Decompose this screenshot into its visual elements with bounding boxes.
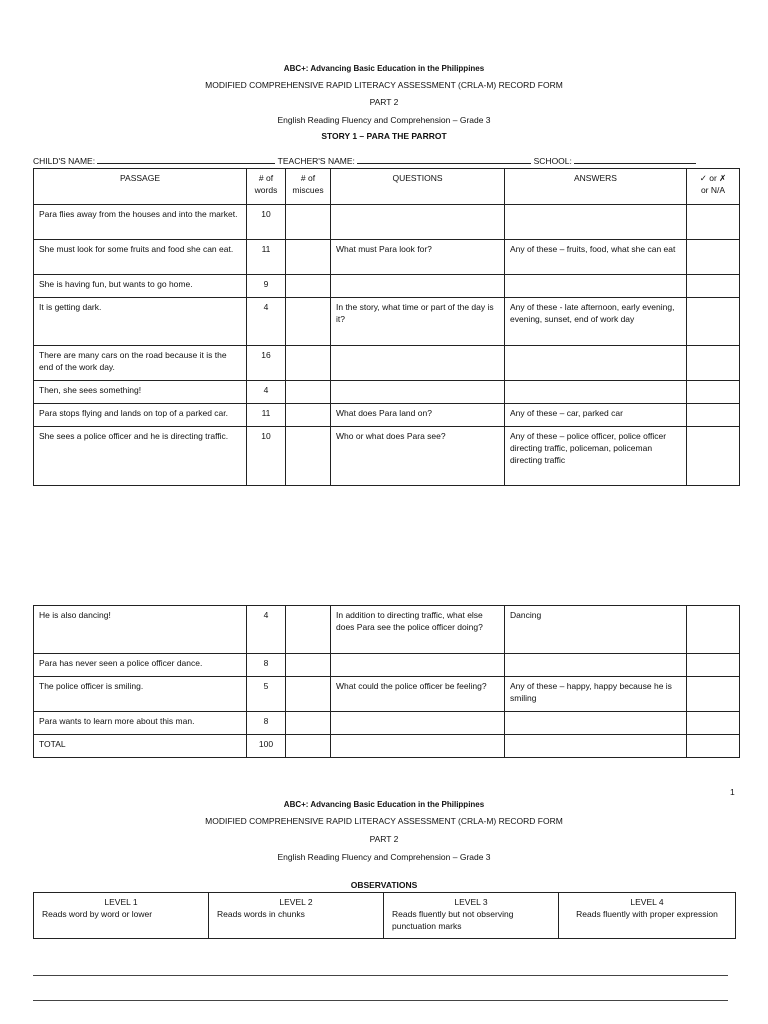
- story-title: STORY 1 – PARA THE PARROT: [321, 131, 447, 141]
- miscues-cell[interactable]: [286, 606, 331, 654]
- mark-cell[interactable]: [687, 205, 740, 240]
- word-count-cell: 10: [247, 427, 286, 486]
- word-count-cell: 4: [247, 298, 286, 346]
- mark-cell[interactable]: [687, 654, 740, 677]
- question-cell: What does Para land on?: [331, 404, 505, 427]
- word-count-cell: 10: [247, 205, 286, 240]
- table-row: [34, 240, 740, 275]
- word-count-cell: 100: [247, 735, 286, 758]
- mark-cell[interactable]: [687, 240, 740, 275]
- passage-cell: She is having fun, but wants to go home.: [34, 275, 247, 298]
- passage-cell: Para flies away from the houses and into the market.: [34, 205, 247, 240]
- subject-label-2: English Reading Fluency and Comprehension – Grade 3: [277, 852, 491, 862]
- form-title: MODIFIED COMPREHENSIVE RAPID LITERACY ASSESSMENT (CRLA-M) RECORD FORM: [205, 80, 563, 90]
- level-description: Reads words in chunks: [217, 909, 305, 919]
- teacher-name-field[interactable]: [357, 155, 531, 164]
- org-title-2: ABC+: Advancing Basic Education in the Philippines: [283, 800, 485, 809]
- miscues-cell[interactable]: [286, 298, 331, 346]
- school-label: SCHOOL:: [533, 156, 572, 166]
- table-row: [34, 712, 740, 735]
- passage-cell: Para has never seen a police officer dance.: [34, 654, 247, 677]
- subject-label: English Reading Fluency and Comprehension – Grade 3: [277, 115, 491, 125]
- miscues-cell[interactable]: [286, 427, 331, 486]
- mark-cell[interactable]: [687, 404, 740, 427]
- col-questions: QUESTIONS: [331, 169, 505, 205]
- table-row: [34, 677, 740, 712]
- miscues-cell[interactable]: [286, 275, 331, 298]
- level-title: LEVEL 3: [454, 897, 488, 907]
- form-title-2: MODIFIED COMPREHENSIVE RAPID LITERACY ASSESSMENT (CRLA-M) RECORD FORM: [205, 816, 563, 826]
- word-count-cell: 5: [247, 677, 286, 712]
- miscues-cell[interactable]: [286, 404, 331, 427]
- passage-cell: The police officer is smiling.: [34, 677, 247, 712]
- mark-cell[interactable]: [687, 381, 740, 404]
- col-answers: ANSWERS: [505, 169, 687, 205]
- question-cell: What must Para look for?: [331, 240, 505, 275]
- miscues-cell[interactable]: [286, 712, 331, 735]
- level-cell[interactable]: [559, 893, 736, 939]
- word-count-cell: 11: [247, 240, 286, 275]
- question-cell: In the story, what time or part of the day is it?: [331, 298, 505, 346]
- mark-cell[interactable]: [687, 275, 740, 298]
- levels-row: [34, 893, 736, 939]
- level-cell[interactable]: [209, 893, 384, 939]
- level-cell[interactable]: [34, 893, 209, 939]
- answer-cell: Any of these – fruits, food, what she can eat: [505, 240, 687, 275]
- answer-cell: Dancing: [505, 606, 687, 654]
- levels-table: [33, 892, 736, 939]
- miscues-cell[interactable]: [286, 381, 331, 404]
- table-row: [34, 427, 740, 486]
- level-description: Reads word by word or lower: [42, 909, 153, 919]
- question-cell: [331, 205, 505, 240]
- passage-cell: TOTAL: [34, 735, 247, 758]
- question-cell: [331, 275, 505, 298]
- answer-cell: [505, 205, 687, 240]
- word-count-cell: 4: [247, 606, 286, 654]
- mark-cell[interactable]: [687, 606, 740, 654]
- answer-cell: [505, 735, 687, 758]
- passage-cell: She sees a police officer and he is directing traffic.: [34, 427, 247, 486]
- miscues-cell[interactable]: [286, 654, 331, 677]
- miscues-cell[interactable]: [286, 346, 331, 381]
- table-row: [34, 205, 740, 240]
- question-cell: Who or what does Para see?: [331, 427, 505, 486]
- passage-cell: It is getting dark.: [34, 298, 247, 346]
- answer-cell: Any of these – police officer, police officer directing traffic, policeman, policeman directing traffic: [505, 427, 687, 486]
- level-title: LEVEL 4: [630, 897, 664, 907]
- answer-cell: [505, 712, 687, 735]
- passage-table-continued: [33, 605, 740, 758]
- part-label: PART 2: [369, 97, 399, 107]
- miscues-cell[interactable]: [286, 205, 331, 240]
- word-count-cell: 8: [247, 654, 286, 677]
- answer-cell: [505, 275, 687, 298]
- org-title: ABC+: Advancing Basic Education in the Philippines: [283, 64, 485, 73]
- table-header-row: [34, 169, 740, 205]
- question-cell: [331, 346, 505, 381]
- question-cell: [331, 735, 505, 758]
- table-row: [34, 606, 740, 654]
- observations-title: OBSERVATIONS: [350, 880, 418, 890]
- mark-cell[interactable]: [687, 712, 740, 735]
- question-cell: What could the police officer be feeling?: [331, 677, 505, 712]
- passage-cell: Then, she sees something!: [34, 381, 247, 404]
- level-title: LEVEL 1: [104, 897, 138, 907]
- mark-cell[interactable]: [687, 298, 740, 346]
- part-label-2: PART 2: [369, 834, 399, 844]
- level-description: Reads fluently with proper expression: [576, 909, 718, 919]
- col-passage: PASSAGE: [34, 169, 247, 205]
- table-row: [34, 275, 740, 298]
- observation-line-2[interactable]: [33, 1000, 728, 1001]
- table-row: [34, 735, 740, 758]
- col-words: # of words: [247, 169, 286, 205]
- table-row: [34, 298, 740, 346]
- passage-cell: Para wants to learn more about this man.: [34, 712, 247, 735]
- mark-cell[interactable]: [687, 735, 740, 758]
- miscues-cell[interactable]: [286, 240, 331, 275]
- answer-cell: Any of these – happy, happy because he is smiling: [505, 677, 687, 712]
- passage-table: [33, 168, 740, 486]
- miscues-cell[interactable]: [286, 735, 331, 758]
- answer-cell: [505, 381, 687, 404]
- answer-cell: Any of these - late afternoon, early evening, evening, sunset, end of work day: [505, 298, 687, 346]
- word-count-cell: 16: [247, 346, 286, 381]
- name-fields: [33, 155, 733, 166]
- mark-cell[interactable]: [687, 677, 740, 712]
- col-mark: ✓ or ✗ or N/A: [687, 169, 740, 205]
- level-title: LEVEL 2: [279, 897, 313, 907]
- mark-cell[interactable]: [687, 346, 740, 381]
- level-cell[interactable]: [384, 893, 559, 939]
- question-cell: [331, 381, 505, 404]
- child-name-field[interactable]: [97, 155, 275, 164]
- question-cell: [331, 712, 505, 735]
- table-row: [34, 654, 740, 677]
- page-number: 1: [730, 787, 735, 797]
- passage-cell: He is also dancing!: [34, 606, 247, 654]
- word-count-cell: 11: [247, 404, 286, 427]
- answer-cell: [505, 346, 687, 381]
- table-row: [34, 381, 740, 404]
- answer-cell: Any of these – car, parked car: [505, 404, 687, 427]
- answer-cell: [505, 654, 687, 677]
- miscues-cell[interactable]: [286, 677, 331, 712]
- teacher-name-label: TEACHER'S NAME:: [277, 156, 355, 166]
- observation-line-1[interactable]: [33, 975, 728, 976]
- word-count-cell: 9: [247, 275, 286, 298]
- passage-cell: Para stops flying and lands on top of a parked car.: [34, 404, 247, 427]
- school-field[interactable]: [574, 155, 696, 164]
- table-row: [34, 404, 740, 427]
- mark-cell[interactable]: [687, 427, 740, 486]
- level-description: Reads fluently but not observing punctuation marks: [392, 909, 514, 931]
- passage-cell: There are many cars on the road because it is the end of the work day.: [34, 346, 247, 381]
- passage-cell: She must look for some fruits and food she can eat.: [34, 240, 247, 275]
- word-count-cell: 8: [247, 712, 286, 735]
- col-miscues: # of miscues: [286, 169, 331, 205]
- word-count-cell: 4: [247, 381, 286, 404]
- child-name-label: CHILD'S NAME:: [33, 156, 96, 166]
- question-cell: In addition to directing traffic, what else does Para see the police officer doing?: [331, 606, 505, 654]
- table-row: [34, 346, 740, 381]
- question-cell: [331, 654, 505, 677]
